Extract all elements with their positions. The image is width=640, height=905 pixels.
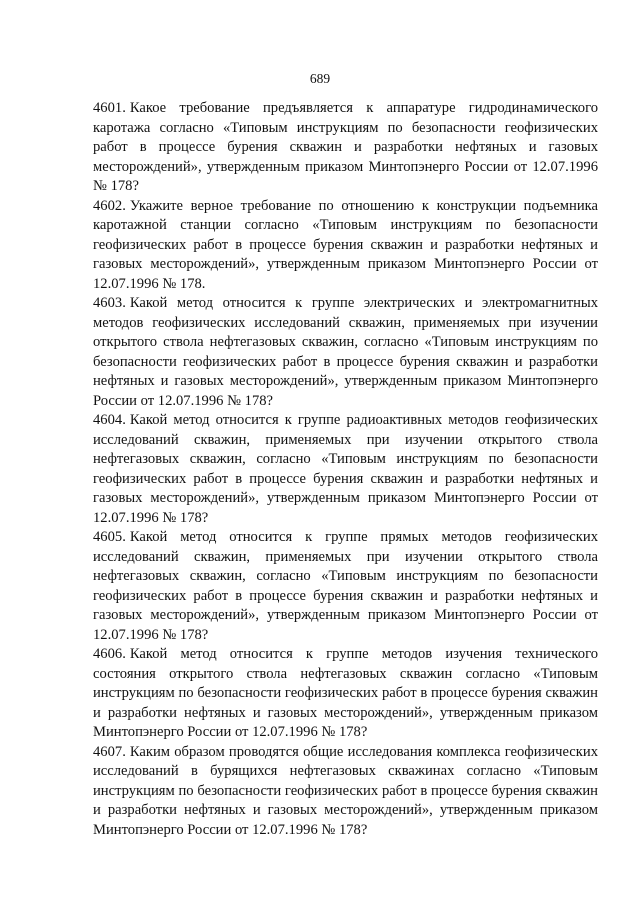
page-number: 689: [309, 71, 331, 86]
question-4601: [93, 99, 598, 197]
question-4607: [93, 743, 598, 841]
question-number: 4603.: [93, 295, 126, 311]
question-text: Какое требование предъявляется к аппаратуре гидродинамического каротажа согласно «Типовым инструкциям по безопасности геофизических работ в процессе бурения скважин и разработки нефтяных и газовых месторождений», утвержденным приказом Минтопэнерго России от 12.07.1996 № 178?: [93, 100, 598, 194]
question-text: Какой метод относится к группе методов изучения технического состояния открытого ствола нефтегазовых скважин согласно «Типовым инструкциям по безопасности геофизических работ в процессе бурения скважин и разработки нефтяных и газовых месторождений», утвержденным приказом Минтопэнерго России от 12.07.1996 № 178?: [93, 646, 598, 740]
question-number: 4602.: [93, 197, 126, 214]
question-number: 4606.: [93, 646, 126, 662]
question-number: 4605.: [93, 529, 126, 545]
question-4602: [93, 197, 598, 295]
question-text: Каким образом проводятся общие исследования комплекса геофизических исследований в бурящихся нефтегазовых скважинах согласно «Типовым инструкциям по безопасности геофизических работ в процессе бурения скважин и разработки нефтяных и газовых месторождений», утвержденным приказом Минтопэнерго России от 12.07.1996 № 178?: [93, 743, 598, 838]
question-4606: [93, 645, 598, 743]
question-text: Укажите верное требование по отношению к конструкции подъемника каротажной станции согласно «Типовым инструкциям по безопасности геофизических работ в процессе бурения скважин и разработки нефтяных и газовых месторождений», утвержденным приказом Минтопэнерго России от 12.07.1996 № 178.: [93, 197, 598, 292]
question-4603: [93, 294, 598, 411]
question-text: Какой метод относится к группе прямых методов геофизических исследований скважин, применяемых при изучении открытого ствола нефтегазовых скважин, согласно «Типовым инструкциям по безопасности геофизических работ в процессе бурения скважин и разработки нефтяных и газовых месторождений», утвержденным приказом Минтопэнерго России от 12.07.1996 № 178?: [93, 529, 598, 643]
question-number: 4604.: [93, 412, 126, 428]
question-text: Какой метод относится к группе электрических и электромагнитных методов геофизических исследований скважин, применяемых при изучении открытого ствола нефтегазовых скважин, согласно «Типовым инструкциям по безопасности геофизических работ в процессе бурения скважин и разработки нефтяных и газовых месторождений», утвержденным приказом Минтопэнерго России от 12.07.1996 № 178?: [93, 295, 598, 409]
question-text: Какой метод относится к группе радиоактивных методов геофизических исследований скважин, применяемых при изучении открытого ствола нефтегазовых скважин, согласно «Типовым инструкциям по безопасности геофизических работ в процессе бурения скважин и разработки нефтяных и газовых месторождений», утвержденным приказом Минтопэнерго России от 12.07.1996 № 178?: [93, 412, 598, 526]
question-number: 4601.: [93, 100, 126, 116]
question-4604: [93, 411, 598, 528]
question-number: 4607.: [93, 743, 126, 760]
question-list: [93, 99, 598, 840]
question-4605: [93, 528, 598, 645]
